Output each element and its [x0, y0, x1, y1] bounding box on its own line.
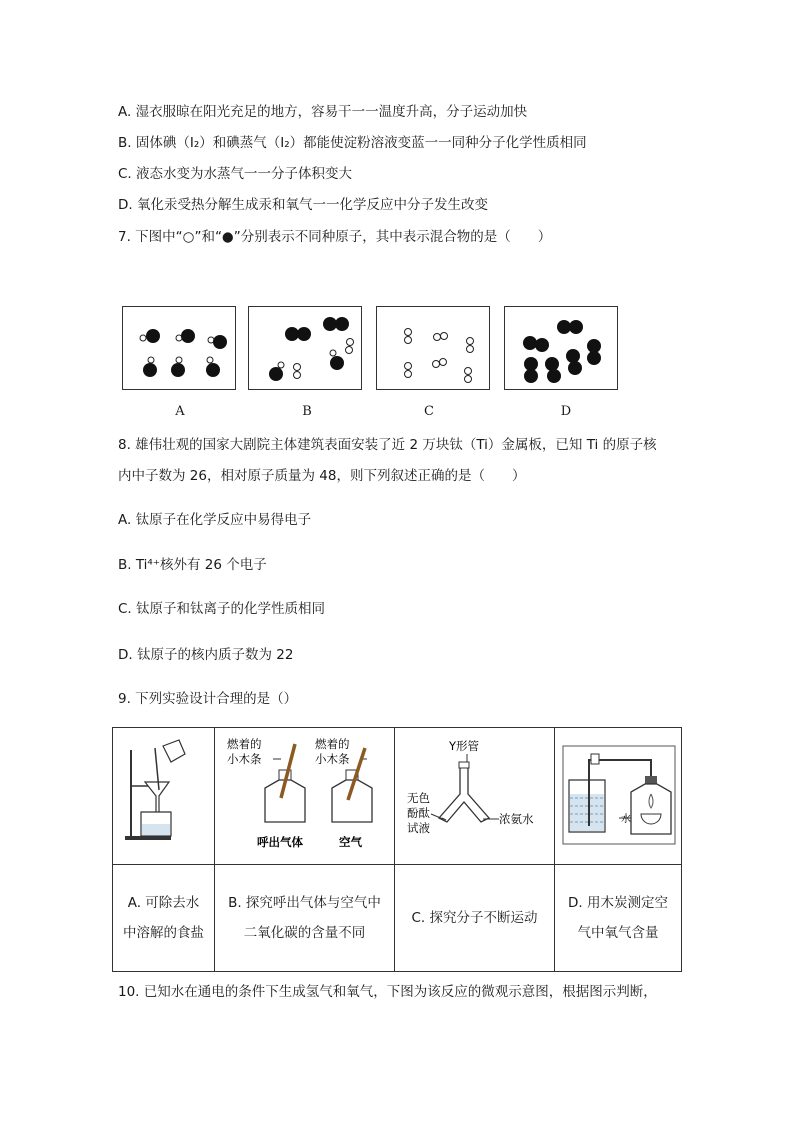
q6-option-d: D. 氧化汞受热分解生成汞和氧气一一化学反应中分子发生改变	[118, 197, 488, 213]
q9-label-burning-stick-2: 燃着的	[315, 737, 350, 751]
q9-caption-c-line1: C. 探究分子不断运动	[411, 910, 538, 926]
q9-label-phenolphthalein-2: 酚酞	[407, 806, 430, 820]
q9-label-air: 空气	[339, 835, 362, 849]
q7-diagram-c	[376, 306, 490, 390]
q7-diagram-a	[122, 306, 236, 390]
q9-label-burning-stick-1: 燃着的	[227, 737, 262, 751]
q9-label-exhaled-gas: 呼出气体	[257, 835, 303, 849]
q9-figure-filtration	[113, 728, 215, 865]
q7-label-c: C	[424, 404, 434, 419]
q6-option-b: B. 固体碘（I₂）和碘蒸气（I₂）都能使淀粉溶液变蓝一一同种分子化学性质相同	[118, 135, 587, 151]
q9-label-phenolphthalein-1: 无色	[407, 791, 430, 805]
q9-caption-a-line2: 中溶解的食盐	[123, 925, 204, 941]
q7-label-a: A	[175, 404, 185, 419]
q9-figure-charcoal	[555, 728, 682, 865]
q8-option-a: A. 钛原子在化学反应中易得电子	[118, 512, 312, 528]
q8-stem-line1: 8. 雄伟壮观的国家大剧院主体建筑表面安装了近 2 万块钛（Ti）金属板，已知 Ti 的原子核	[118, 437, 657, 453]
q8-option-b: B. Ti⁴⁺核外有 26 个电子	[118, 557, 267, 573]
q9-caption-b-line2: 二氧化碳的含量不同	[243, 925, 366, 941]
q9-caption-a-line1: A. 可除去水	[127, 895, 200, 911]
q7-diagram-b	[248, 306, 362, 390]
q9-label-small-stick-1: 小木条	[227, 752, 262, 766]
q9-experiment-table	[112, 727, 682, 972]
q9-caption-d	[555, 865, 682, 972]
q9-caption-b	[215, 865, 395, 972]
q9-caption-d-line1: D. 用木炭测定空	[568, 895, 668, 911]
q6-option-c: C. 液态水变为水蒸气一一分子体积变大	[118, 166, 353, 182]
q6-option-a: A. 湿衣服晾在阳光充足的地方，容易干一一温度升高，分子运动加快	[118, 104, 528, 120]
q9-caption-c	[395, 865, 555, 972]
q9-figure-bottles	[215, 728, 395, 865]
q8-stem-line2: 内中子数为 26，相对原子质量为 48，则下列叙述正确的是（ ）	[118, 468, 526, 484]
q9-caption-a	[113, 865, 215, 972]
q9-stem: 9. 下列实验设计合理的是（）	[118, 691, 298, 707]
q9-figure-y-tube	[395, 728, 555, 865]
q7-label-b: B	[302, 404, 312, 419]
q10-stem: 10. 已知水在通电的条件下生成氢气和氧气，下图为该反应的微观示意图，根据图示判断，	[118, 984, 657, 1000]
q7-label-d: D	[560, 404, 572, 419]
q9-label-water: 水	[621, 814, 631, 825]
q9-caption-d-line2: 气中氧气含量	[577, 925, 659, 941]
q9-label-phenolphthalein-3: 试液	[407, 821, 430, 835]
q7-stem: 7. 下图中“○”和“●”分别表示不同种原子，其中表示混合物的是（ ）	[118, 229, 552, 245]
q9-label-y-tube: Y形管	[449, 739, 480, 753]
q9-caption-b-line1: B. 探究呼出气体与空气中	[228, 895, 381, 911]
q8-option-c: C. 钛原子和钛离子的化学性质相同	[118, 601, 326, 617]
q9-label-small-stick-2: 小木条	[315, 752, 350, 766]
q7-diagram-d	[504, 306, 618, 390]
q8-option-d: D. 钛原子的核内质子数为 22	[118, 647, 294, 663]
q9-label-ammonia: 浓氨水	[499, 812, 534, 826]
